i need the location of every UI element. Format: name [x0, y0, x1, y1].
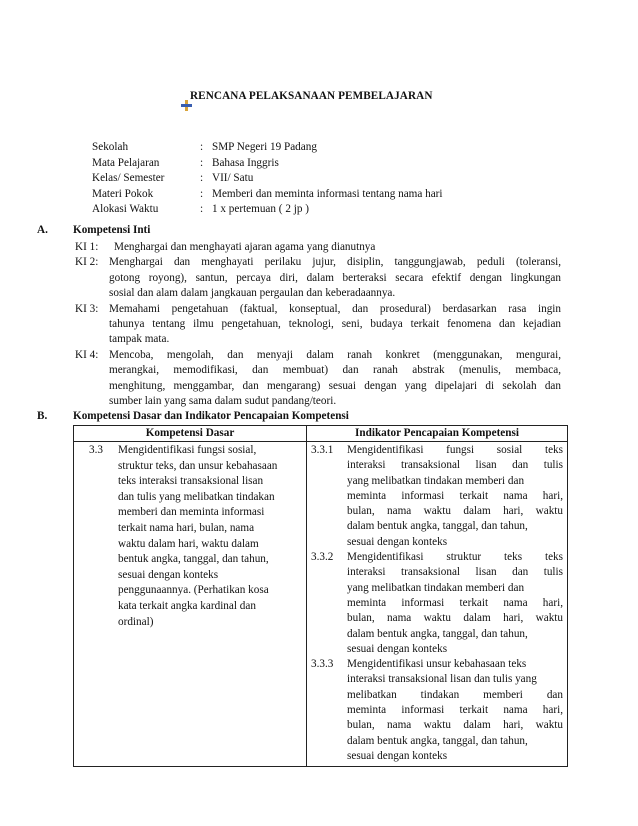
ki-text: [109, 302, 561, 348]
ki-text: [109, 348, 561, 410]
section-label: A.: [37, 224, 48, 236]
ki-line: tampak mata.: [109, 333, 170, 346]
indicator-line: dalam bentuk angka, tanggal, dan tahun,: [347, 627, 528, 640]
ki-item: [75, 302, 561, 348]
section-a-heading: [37, 224, 150, 236]
kd-line: penggunaannya. (Perhatikan kosa: [118, 584, 269, 597]
identity-row: [92, 202, 512, 218]
kd-text: [118, 443, 296, 766]
indicator-line: dalam bentuk angka, tanggal, dan tahun,: [347, 520, 528, 533]
ki-list: [75, 240, 561, 409]
identity-row: [92, 156, 512, 172]
identity-sep: :: [200, 156, 204, 169]
indicator-line: yang melibatkan tindakan memberi dan: [347, 581, 525, 594]
kd-line: waktu dalam hari, waktu dalam: [118, 537, 259, 550]
kd-table: [73, 425, 568, 767]
indicator-code: 3.3.3: [311, 658, 334, 671]
indicator-line: interaksi transaksional lisan dan tulis yang: [347, 673, 537, 686]
indicator-line: Mengidentifikasi struktur teks teks: [347, 551, 563, 564]
identity-value: Bahasa Inggris: [212, 156, 279, 169]
indicator-text: [347, 443, 563, 550]
section-b-heading: [37, 410, 349, 422]
identity-table: [92, 140, 512, 218]
indicator-line: melibatkan tindakan memberi dan: [347, 688, 563, 701]
ki-text: Menghargai dan menghayati ajaran agama yang dianutnya: [114, 241, 376, 253]
indicator-line: bulan, nama waktu dalam hari, waktu: [347, 719, 563, 732]
section-label: B.: [37, 410, 48, 422]
kd-column-header: Kompetensi Dasar: [74, 426, 307, 441]
ki-line: menghitung, menggambar, dan mengarang) sesuai dengan yang dipelajari di sekolah dan: [109, 379, 561, 392]
indicator-line: sesuai dengan konteks: [347, 535, 448, 548]
indicator-line: dalam bentuk angka, tanggal, dan tahun,: [347, 734, 528, 747]
indicator-column-header: Indikator Pencapaian Kompetensi: [355, 427, 519, 439]
indicator-line: bulan, nama waktu dalam hari, waktu: [347, 612, 563, 625]
indicator-line: bulan, nama waktu dalam hari, waktu: [347, 505, 563, 518]
ki-line: tahunya tentang ilmu pengetahuan, teknologi, seni, budaya terkait fenomena dan kejadian: [109, 318, 561, 331]
kd-line: struktur teks, dan unsur kebahasaan: [118, 459, 278, 472]
section-title: Kompetensi Inti: [73, 224, 151, 236]
ki-line: Menghargai dan menghayati perilaku jujur, disiplin, tanggungjawab, peduli (toleransi,: [109, 256, 561, 269]
identity-row: [92, 171, 512, 187]
indicator-code: 3.3.2: [311, 551, 334, 564]
identity-row: [92, 140, 512, 156]
indicator-line: Mengidentifikasi fungsi sosial teks: [347, 444, 563, 456]
kd-cell: [74, 442, 307, 766]
ki-code: KI 2:: [75, 256, 99, 269]
identity-key: Kelas/ Semester: [92, 172, 165, 184]
ki-item: [75, 240, 561, 255]
ki-line: merangkai, memodifikasi, dan membuat) dan ranah abstrak (menulis, membaca,: [109, 364, 561, 377]
kd-line: sesuai dengan konteks: [118, 568, 219, 581]
indicator-item: [311, 550, 563, 657]
page-title: RENCANA PELAKSANAAN PEMBELAJARAN: [190, 90, 433, 102]
section-title: Kompetensi Dasar dan Indikator Pencapaian Kompetensi: [73, 410, 349, 422]
identity-key: Alokasi Waktu: [92, 203, 159, 215]
indicator-line: yang melibatkan tindakan memberi dan: [347, 474, 525, 487]
ki-item: [75, 255, 561, 301]
identity-key: Mata Pelajaran: [92, 156, 160, 169]
ki-code: KI 4:: [75, 348, 99, 361]
indicator-line: Mengidentifikasi unsur kebahasaan teks: [347, 658, 527, 671]
kd-number: 3.3: [89, 444, 103, 456]
identity-value: VII/ Satu: [212, 172, 254, 184]
ki-item: [75, 348, 561, 410]
kd-line: terkait nama hari, bulan, nama: [118, 521, 255, 534]
indicator-text: [347, 550, 563, 657]
indicator-line: meminta informasi terkait nama hari,: [347, 489, 563, 502]
kd-line: memberi dan meminta informasi: [118, 506, 265, 519]
ki-code: KI 3:: [75, 302, 99, 315]
identity-value: 1 x pertemuan ( 2 jp ): [212, 203, 309, 215]
ki-line: sosial dan alam dalam jangkauan pergaulan dan keberadaannya.: [109, 287, 396, 300]
indicator-line: sesuai dengan konteks: [347, 642, 448, 655]
indicator-text: [347, 657, 563, 764]
kd-line: ordinal): [118, 615, 154, 628]
ki-line: sumber lain yang sama dalam sudut pandang/teori.: [109, 395, 337, 408]
identity-sep: :: [200, 203, 204, 215]
identity-value: Memberi dan meminta informasi tentang nama hari: [212, 187, 443, 200]
indicator-line: meminta informasi terkait nama hari,: [347, 596, 563, 609]
identity-sep: :: [200, 172, 204, 184]
indicator-line: interaksi transaksional lisan dan tulis: [347, 459, 563, 472]
identity-key: Sekolah: [92, 141, 129, 153]
indicator-item: [311, 443, 563, 550]
ki-text: [109, 255, 561, 301]
indicator-line: interaksi transaksional lisan dan tulis: [347, 566, 563, 579]
kd-line: teks interaksi transaksional lisan: [118, 475, 264, 488]
ki-code: KI 1:: [75, 241, 99, 253]
identity-key: Materi Pokok: [92, 187, 154, 200]
kd-line: kata terkait angka kardinal dan: [118, 599, 256, 612]
identity-sep: :: [200, 141, 204, 153]
indicator-item: [311, 657, 563, 764]
kd-line: Mengidentifikasi fungsi sosial,: [118, 444, 257, 456]
kd-line: bentuk angka, tanggal, dan tahun,: [118, 553, 269, 566]
identity-row: [92, 187, 512, 203]
indicator-cell: [307, 442, 567, 766]
identity-sep: :: [200, 187, 204, 200]
indicator-line: meminta informasi terkait nama hari,: [347, 704, 563, 717]
kd-line: dan tulis yang melibatkan tindakan: [118, 490, 275, 503]
identity-value: SMP Negeri 19 Padang: [212, 141, 317, 153]
ki-line: Memahami pengetahuan (faktual, konseptual, dan prosedural) berdasarkan rasa ingin: [109, 302, 561, 315]
kd-table-header: [74, 426, 567, 442]
indicator-line: sesuai dengan konteks: [347, 749, 448, 762]
indicator-code: 3.3.1: [311, 444, 334, 456]
ki-line: gotong royong), santun, percaya diri, dalam berteraksi secara efektif dengan lingkungan: [109, 271, 561, 284]
kd-table-row: [74, 442, 567, 766]
ki-line: Mencoba, mengolah, dan menyaji dalam ranah konkret (menggunakan, mengurai,: [109, 348, 561, 361]
